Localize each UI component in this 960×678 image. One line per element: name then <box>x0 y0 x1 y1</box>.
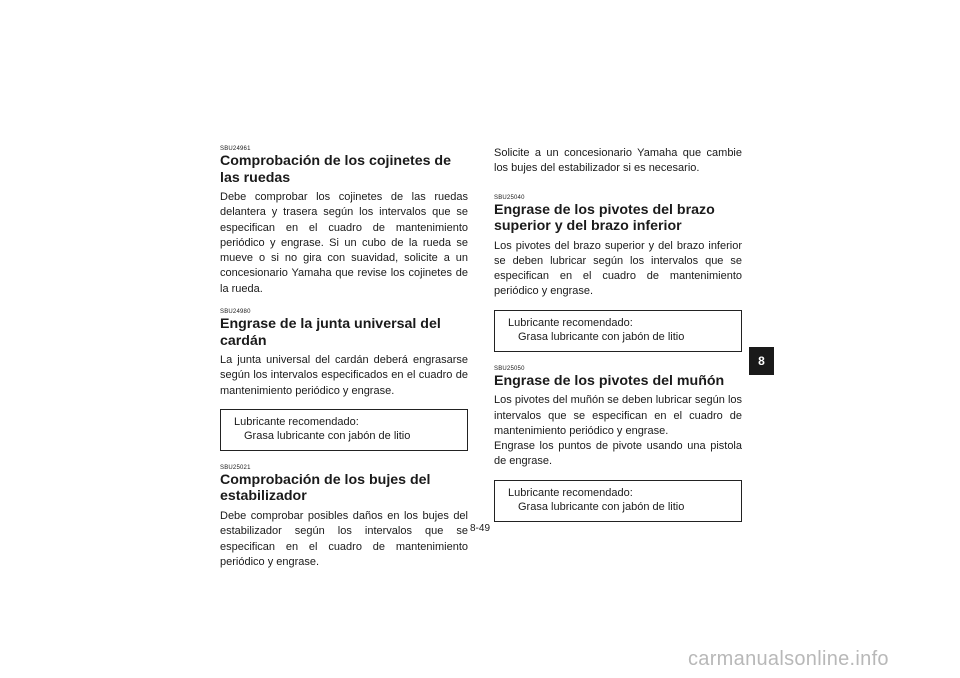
section-arm-pivots <box>494 195 742 352</box>
section-title: Engrase de los pivotes del muñón <box>494 372 725 389</box>
section-code: SBU25050 <box>494 365 525 372</box>
section-code: SBU25021 <box>220 464 251 471</box>
lubricant-value: Grasa lubricante con jabón de litio <box>244 430 411 443</box>
lubricant-label: Lubricante recomendado: <box>234 415 359 428</box>
page-number: 8-49 <box>470 523 491 534</box>
lubricant-box <box>220 409 468 451</box>
watermark: carmanualsonline.info <box>688 648 889 670</box>
section-title: Comprobación de los bujes del estabilizador <box>220 471 431 505</box>
section-code: SBU24961 <box>220 146 251 152</box>
lubricant-label: Lubricante recomendado: <box>508 486 633 499</box>
lubricant-value: Grasa lubricante con jabón de litio <box>518 501 685 514</box>
section-body: Debe comprobar posibles daños en los bujes del estabilizador según los intervalos que se especifican en el cuadro de mantenimiento periódico y engrase. <box>220 509 468 568</box>
section-body-2: Engrase los puntos de pivote usando una pistola de engrase. <box>494 440 742 468</box>
section-stabilizer-bushings <box>220 465 468 570</box>
section-body: Los pivotes del brazo superior y del brazo inferior se deben lubricar según los intervalos que se especifican en el cuadro de mantenimiento periódico y engrase. <box>494 239 742 298</box>
section-title: Comprobación de los cojinetes de las ruedas <box>220 153 451 186</box>
section-knuckle-pivots <box>494 366 742 522</box>
section-wheel-bearings <box>220 146 468 297</box>
left-column <box>220 146 468 582</box>
lubricant-label: Lubricante recomendado: <box>508 316 633 329</box>
lubricant-value: Grasa lubricante con jabón de litio <box>518 331 685 344</box>
section-body: La junta universal del cardán deberá engrasarse según los intervalos especificados en el cuadro de mantenimiento periódico y engrase. <box>220 354 468 397</box>
section-body: Los pivotes del muñón se deben lubricar según los intervalos que se especifican en el cuadro de mantenimiento periódico y engrase. <box>494 394 742 437</box>
section-title: Engrase de la junta universal del cardán <box>220 316 441 349</box>
chapter-tab: 8 <box>749 347 774 375</box>
intro-paragraph: Solicite a un concesionario Yamaha que cambie los bujes del estabilizador si es necesario. <box>494 147 742 175</box>
lubricant-box <box>494 310 742 352</box>
section-code: SBU24980 <box>220 309 251 316</box>
right-column <box>494 146 742 536</box>
lubricant-box <box>494 480 742 522</box>
section-universal-joint <box>220 309 468 451</box>
section-title: Engrase de los pivotes del brazo superior y del brazo inferior <box>494 201 715 235</box>
section-code: SBU25040 <box>494 194 525 201</box>
section-body: Debe comprobar los cojinetes de las ruedas delantera y trasera según los intervalos que se especifican en el cuadro de mantenimiento periódico y engrase. Si un cubo de la rueda se mueve o si no gira con suavidad, solicite a un concesionario Yamaha que revise los cojinetes de la rueda. <box>220 191 468 295</box>
